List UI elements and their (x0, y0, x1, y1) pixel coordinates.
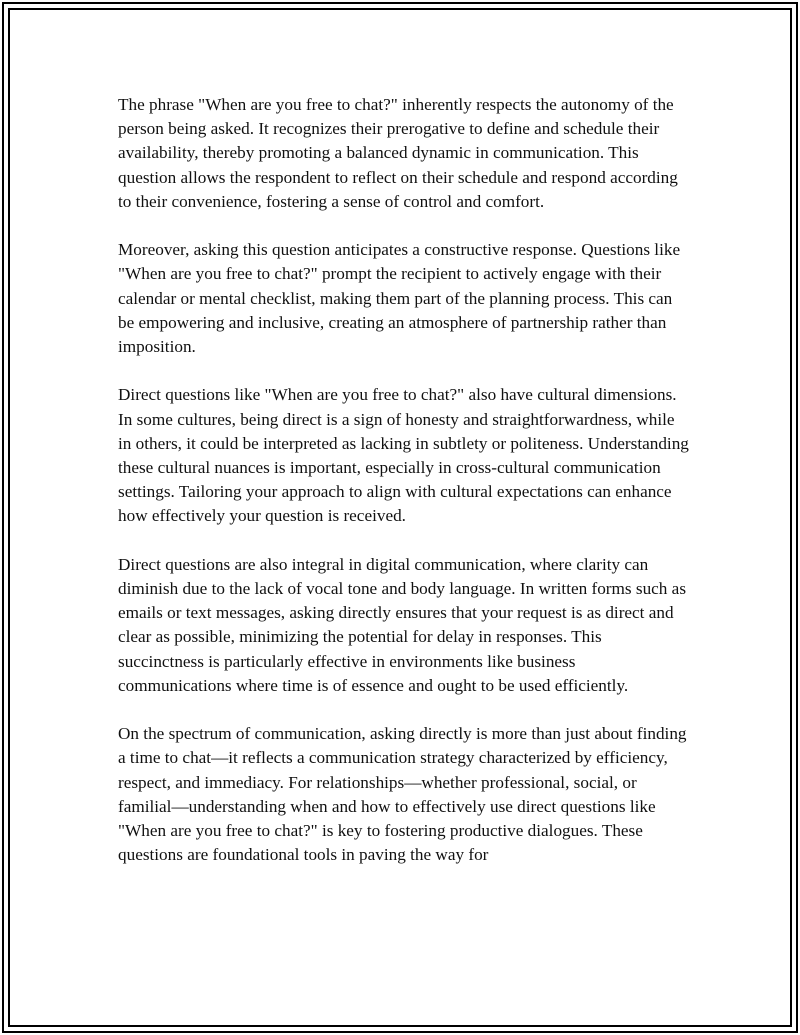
document-body (118, 93, 690, 892)
paragraph-spectrum-of-communication: On the spectrum of communication, asking directly is more than just about finding a time to chat—it reflects a communication strategy characterized by efficiency, respect, and immediacy. For relationships—whether professional, social, or familial—understanding when and how to effectively use direct questions like "When are you free to chat?" is key to fostering productive dialogues. These questions are foundational tools in paving the way for (118, 724, 687, 865)
paragraph-digital-communication: Direct questions are also integral in digital communication, where clarity can diminish due to the lack of vocal tone and body language. In written forms such as emails or text messages, asking directly ensures that your request is as direct and clear as possible, minimizing the potential for delay in responses. This succinctness is particularly effective in environments like business communications where time is of essence and ought to be used efficiently. (118, 554, 687, 695)
paragraph-cultural-dimensions: Direct questions like "When are you free to chat?" also have cultural dimensions. In some cultures, being direct is a sign of honesty and straightforwardness, while in others, it could be interpreted as lacking in subtlety or politeness. Understanding these cultural nuances is important, especially in cross-cultural communication settings. Tailoring your approach to align with cultural expectations can enhance how effectively your question is received. (118, 385, 689, 526)
paragraph-constructive-response: Moreover, asking this question anticipates a constructive response. Questions like "When are you free to chat?" prompt the recipient to actively engage with their calendar or mental checklist, making them part of the planning process. This can be empowering and inclusive, creating an atmosphere of partnership rather than imposition. (118, 240, 681, 357)
paragraph-autonomy: The phrase "When are you free to chat?" inherently respects the autonomy of the person being asked. It recognizes their prerogative to define and schedule their availability, thereby promoting a balanced dynamic in communication. This question allows the respondent to reflect on their schedule and respond according to their convenience, fostering a sense of control and comfort. (118, 95, 678, 211)
